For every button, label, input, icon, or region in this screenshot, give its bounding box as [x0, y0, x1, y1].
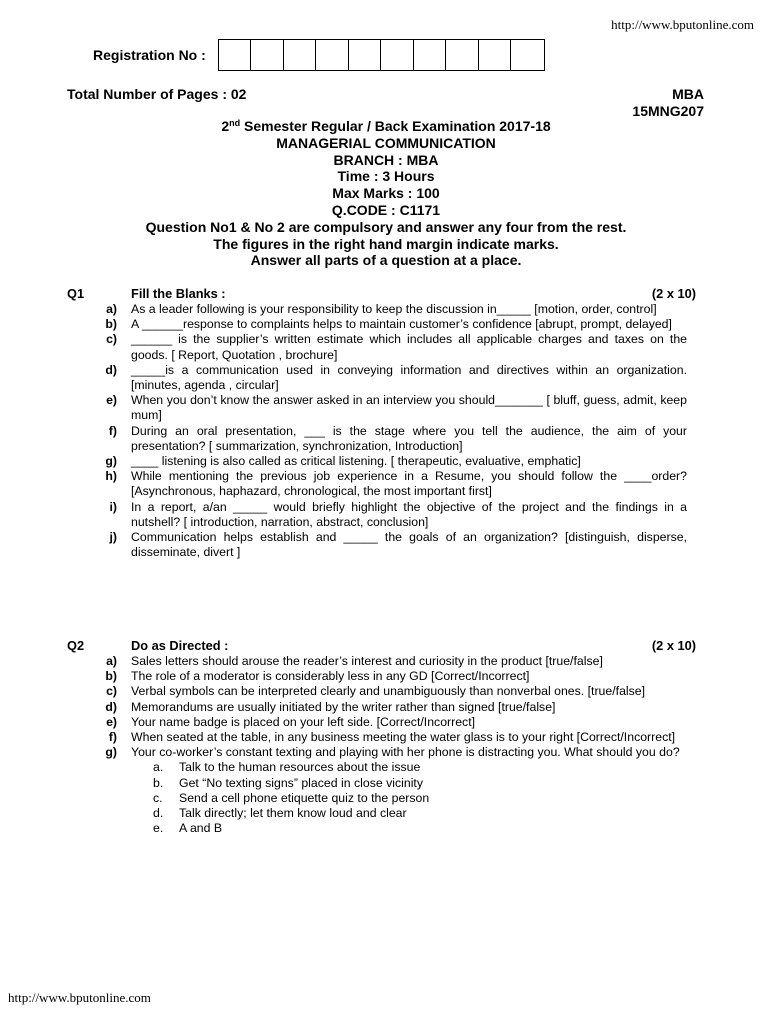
option-text: Talk to the human resources about the issue — [179, 760, 421, 775]
option-text: Talk directly; let them know loud and clear — [179, 806, 407, 821]
semester-line — [67, 118, 705, 135]
option-label: b. — [153, 775, 164, 790]
question-marks: (2 x 10) — [651, 638, 696, 653]
option-label: d. — [153, 806, 164, 821]
option-text: Get “No texting signs” placed in close vicinity — [179, 775, 423, 790]
item-label: d) — [105, 699, 117, 714]
option-item — [67, 760, 707, 775]
option-text: Send a cell phone etiquette quiz to the person — [179, 790, 430, 805]
option-label: e. — [153, 821, 164, 836]
registration-box — [479, 40, 512, 70]
registration-box — [251, 40, 284, 70]
registration-box — [414, 40, 447, 70]
max-marks: Max Marks : 100 — [332, 185, 440, 202]
item-text: When you don’t know the answer asked in an interview you should_______ [ bluff, guess, admit, keep mum] — [131, 393, 687, 423]
item-text: ____ listening is also called as critical listening. [ therapeutic, evaluative, emphatic] — [131, 454, 581, 469]
list-item — [67, 669, 707, 684]
list-item — [67, 684, 707, 699]
item-label: d) — [105, 362, 117, 377]
semester-text: Semester Regular / Back Examination 2017-18 — [240, 118, 551, 134]
registration-box — [511, 40, 544, 70]
registration-boxes — [218, 39, 545, 71]
question-2-header — [67, 638, 707, 654]
item-text: While mentioning the previous job experience in a Resume, you should follow the ____order? [Asynchronous, haphazard, chronological, the most important first] — [131, 469, 687, 499]
exam-title-block — [67, 118, 705, 269]
question-title: Fill the Blanks : — [131, 286, 226, 301]
item-label: a) — [106, 302, 117, 316]
list-item — [67, 454, 707, 469]
item-text: ______ is the supplier’s written estimate which includes all applicable charges and taxes on the goods. [ Report, Quotation , brochure] — [131, 332, 687, 362]
item-label: c) — [106, 332, 117, 347]
registration-box — [316, 40, 349, 70]
branch: BRANCH : MBA — [333, 151, 439, 168]
item-label: e) — [106, 714, 117, 729]
option-text: A and B — [179, 821, 223, 836]
question-title: Do as Directed : — [131, 638, 229, 653]
option-item — [67, 806, 707, 821]
registration-label: Registration No : — [93, 47, 206, 63]
item-label: b) — [105, 317, 117, 332]
instruction-marks: The figures in the right hand margin indicate marks. — [213, 235, 559, 252]
item-label: g) — [105, 454, 117, 469]
question-2 — [67, 638, 707, 836]
item-label: b) — [105, 669, 117, 684]
item-text: When seated at the table, in any business meeting the water glass is to your right [Correct/Incorrect] — [131, 730, 676, 745]
question-1-header — [67, 286, 707, 302]
registration-number-row — [93, 40, 545, 70]
instruction-parts: Answer all parts of a question at a place. — [250, 252, 522, 269]
question-marks: (2 x 10) — [651, 286, 696, 301]
semester-suffix: nd — [229, 118, 241, 128]
exam-time: Time : 3 Hours — [337, 168, 435, 185]
question-1 — [67, 286, 707, 560]
list-item — [67, 469, 707, 499]
question-number: Q1 — [67, 286, 85, 301]
program-name: MBA — [672, 86, 704, 102]
registration-box — [219, 40, 252, 70]
list-item — [67, 363, 707, 393]
list-item — [67, 715, 707, 730]
option-label: a. — [153, 760, 164, 775]
list-item — [67, 500, 707, 530]
item-text: During an oral presentation, ___ is the stage where you tell the audience, the aim of your presentation? [ summarization, synchronization, Introduction] — [131, 423, 687, 453]
list-item — [67, 424, 707, 454]
item-text: _____is a communication used in conveying information and directives within an organization. [minutes, agenda , circular] — [131, 362, 687, 393]
item-text: Sales letters should arouse the reader’s interest and curiosity in the product [true/false] — [131, 654, 603, 668]
registration-box — [284, 40, 317, 70]
item-text: Communication helps establish and _____ the goals of an organization? [distinguish, disperse, disseminate, divert ] — [131, 530, 687, 560]
item-text: Your co-worker’s constant texting and playing with her phone is distracting you. What should you do? — [131, 745, 680, 760]
item-text: Memorandums are usually initiated by the writer rather than signed [true/false] — [131, 699, 556, 714]
list-item — [67, 730, 707, 745]
list-item — [67, 700, 707, 715]
registration-box — [446, 40, 479, 70]
question-code: Q.CODE : C1171 — [331, 201, 441, 218]
item-label: h) — [105, 469, 117, 484]
item-label: a) — [106, 654, 117, 668]
list-item — [67, 530, 707, 560]
registration-box — [381, 40, 414, 70]
source-url-top: http://www.bputonline.com — [611, 17, 754, 32]
list-item — [67, 302, 707, 317]
list-item — [67, 654, 707, 669]
question-number: Q2 — [67, 638, 85, 653]
option-item — [67, 776, 707, 791]
instruction-compulsory: Question No1 & No 2 are compulsory and answer any four from the rest. — [145, 218, 627, 235]
item-text: Verbal symbols can be interpreted clearly and unambiguously than nonverbal ones. [true/false] — [131, 684, 646, 699]
list-item — [67, 317, 707, 332]
subject-code: 15MNG207 — [632, 103, 704, 119]
item-text: A ______response to complaints helps to maintain customer’s confidence [abrupt, prompt, delayed] — [131, 317, 672, 332]
item-label: g) — [105, 745, 117, 760]
list-item — [67, 745, 707, 760]
item-label: j) — [109, 530, 117, 545]
option-label: c. — [153, 790, 163, 805]
total-pages: Total Number of Pages : 02 — [67, 86, 247, 102]
item-text: In a report, a/an _____ would briefly highlight the objective of the project and the findings in a nutshell? [ introduction, narration, abstract, conclusion] — [131, 499, 687, 529]
item-text: As a leader following is your responsibility to keep the discussion in_____ [motion, order, control] — [131, 302, 657, 316]
list-item — [67, 393, 707, 423]
item-label: c) — [106, 684, 117, 699]
subject-title: MANAGERIAL COMMUNICATION — [276, 134, 496, 151]
item-text: The role of a moderator is considerably less in any GD [Correct/Incorrect] — [131, 669, 530, 684]
item-label: e) — [106, 393, 117, 408]
list-item — [67, 332, 707, 362]
option-item — [67, 791, 707, 806]
item-label: f) — [108, 423, 117, 438]
registration-box — [349, 40, 382, 70]
item-text: Your name badge is placed on your left side. [Correct/Incorrect] — [131, 714, 476, 729]
option-item — [67, 821, 707, 836]
semester-number: 2 — [221, 118, 230, 134]
source-url-bottom: http://www.bputonline.com — [8, 990, 151, 1005]
item-label: f) — [108, 730, 117, 745]
item-label: i) — [109, 499, 117, 514]
